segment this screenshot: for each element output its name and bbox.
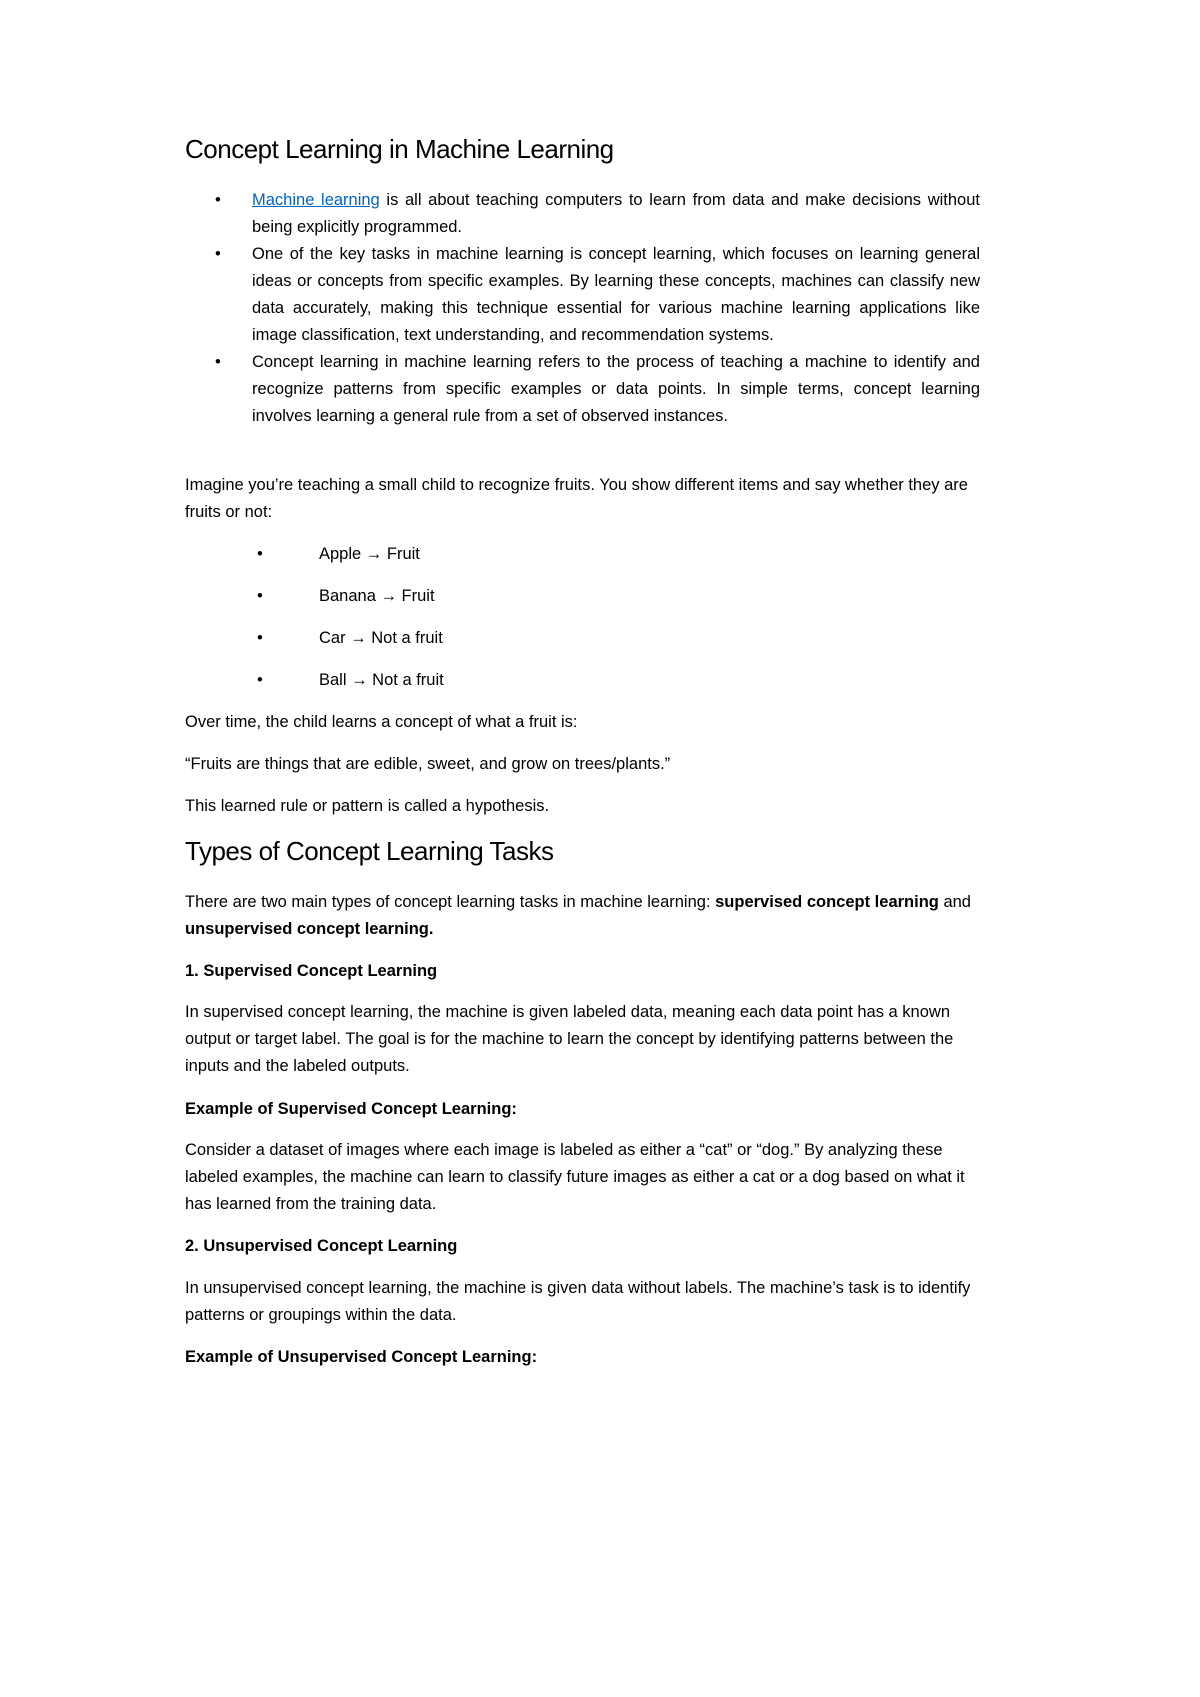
list-item: • One of the key tasks in machine learning is concept learning, which focuses on learning general ideas or concepts from specific examples. By learning these concepts, machines can classify new data accurately, making this technique essential for various machine learning applications like image classification, text understanding, and recommendation systems. [185,241,980,349]
unsupervised-paragraph: In unsupervised concept learning, the machine is given data without labels. The machine’s task is to identify patterns or groupings within the data. [185,1279,971,1324]
heading-text: Example of Unsupervised Concept Learning: [185,1348,538,1366]
heading-text: 2. Unsupervised Concept Learning [185,1237,458,1255]
intro-text: There are two main types of concept learning tasks in machine learning: [185,893,716,911]
unsupervised-heading [185,1233,980,1260]
bullet-icon: • [257,671,263,689]
supervised-example-paragraph: Consider a dataset of images where each image is labeled as either a “cat” or “dog.” By analyzing these labeled examples, the machine can learn to classify future images as either a cat or a dog based on what it has learned from the training data. [185,1141,965,1213]
heading-text: 1. Supervised Concept Learning [185,962,438,980]
bullet-text: is all about teaching computers to learn from data and make decisions without being explicitly programmed. [252,191,980,236]
bullet-icon: • [257,629,263,647]
heading-text: Example of Supervised Concept Learning: [185,1100,517,1118]
fruit-quote: “Fruits are things that are edible, sweet, and grow on trees/plants.” [185,755,671,773]
unsupervised-example-heading [185,1344,980,1371]
supervised-example-heading [185,1096,980,1123]
bullet-icon: • [257,587,263,605]
over-time-paragraph: Over time, the child learns a concept of what a fruit is: [185,713,578,731]
supervised-heading [185,958,980,985]
intro-text: and [938,893,971,911]
supervised-paragraph: In supervised concept learning, the machine is given labeled data, meaning each data point has a known output or target label. The goal is for the machine to learn the concept by identifying patterns between the inputs and the labeled outputs. [185,1003,954,1075]
intro-bold: unsupervised concept learning. [185,920,434,938]
section-title: Types of Concept Learning Tasks [185,836,554,866]
machine-learning-link[interactable]: Machine learning [252,191,380,209]
hypothesis-paragraph: This learned rule or pattern is called a hypothesis. [185,797,550,815]
imagine-paragraph: Imagine you’re teaching a small child to recognize fruits. You show different items and say whether they are fruits or not: [185,476,968,521]
page-title: Concept Learning in Machine Learning [185,134,614,164]
list-item [185,187,980,241]
bullet-icon: • [257,545,263,563]
intro-bullet-list [185,187,980,430]
types-intro [185,889,980,943]
intro-bold: supervised concept learning [715,893,939,911]
list-item: • Concept learning in machine learning refers to the process of teaching a machine to identify and recognize patterns from specific examples or data points. In simple terms, concept learning involves learning a general rule from a set of observed instances. [185,349,980,430]
